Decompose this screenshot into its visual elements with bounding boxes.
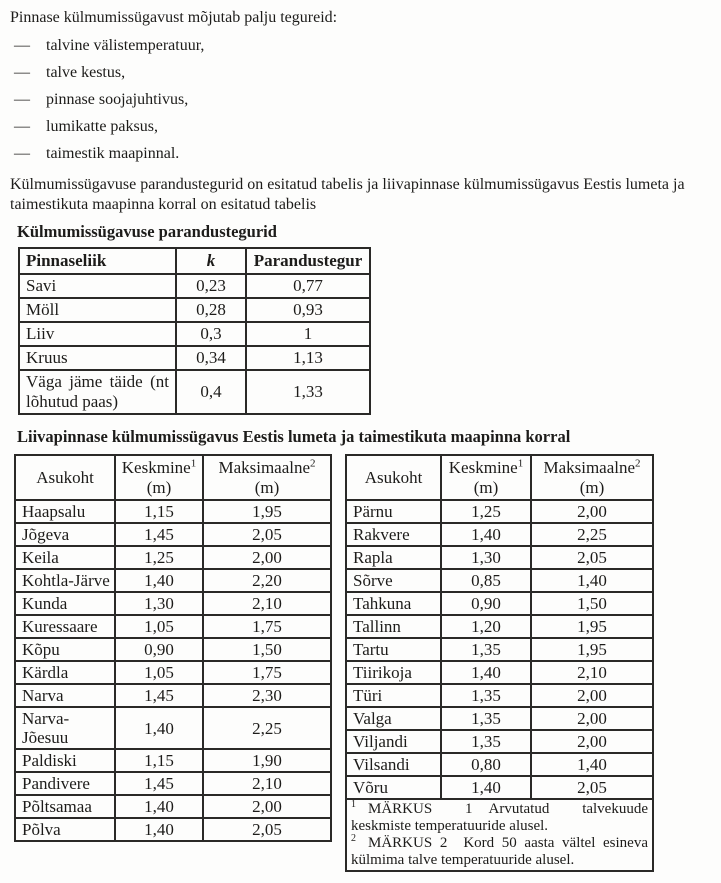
max-depth: 1,95: [531, 638, 653, 661]
max-depth: 1,90: [203, 749, 331, 772]
location: Sõrve: [346, 569, 441, 592]
k-value: 0,3: [176, 322, 246, 346]
table-row: [346, 569, 653, 592]
unit-label: (m): [146, 477, 172, 497]
table-row: [15, 546, 331, 569]
dash-bullet: —: [14, 91, 30, 108]
table-row: [346, 730, 653, 753]
max-depth: 2,10: [203, 592, 331, 615]
table-row: [15, 772, 331, 795]
unit-label: (m): [579, 477, 605, 497]
max-depth: 2,05: [203, 818, 331, 841]
list-item-text: pinnase soojajuhtivus,: [46, 91, 189, 108]
location: Põltsamaa: [15, 795, 115, 818]
list-item-text: talvine välistemperatuur,: [46, 37, 205, 54]
dash-bullet: —: [14, 145, 30, 162]
table-row: [15, 818, 331, 841]
location: Jõgeva: [15, 523, 115, 546]
max-depth: 2,25: [531, 523, 653, 546]
header-maksimaalne: [203, 455, 331, 500]
header-label: Keskmine: [448, 457, 518, 477]
avg-depth: 1,25: [441, 500, 531, 523]
location: Viljandi: [346, 730, 441, 753]
max-depth: 2,25: [203, 707, 331, 749]
table-row: [346, 546, 653, 569]
table-row: [15, 707, 331, 749]
avg-depth: 0,90: [115, 638, 203, 661]
avg-depth: 1,20: [441, 615, 531, 638]
avg-depth: 1,05: [115, 661, 203, 684]
avg-depth: 1,30: [441, 546, 531, 569]
max-depth: 2,00: [203, 795, 331, 818]
list-item: [10, 117, 709, 137]
table-row: [15, 749, 331, 772]
location: Valga: [346, 707, 441, 730]
frost-depth-table-right: [345, 454, 654, 872]
footnotes-cell: [346, 799, 653, 871]
frost-depth-table-left: [14, 454, 332, 842]
location: Pandivere: [15, 772, 115, 795]
header-keskmine: [115, 455, 203, 500]
avg-depth: 1,40: [441, 776, 531, 799]
avg-depth: 1,40: [115, 795, 203, 818]
table-row: [15, 661, 331, 684]
location: Põlva: [15, 818, 115, 841]
factor-value: 0,77: [246, 274, 370, 298]
max-depth: 1,50: [203, 638, 331, 661]
unit-label: (m): [254, 477, 280, 497]
factor-value: 0,93: [246, 298, 370, 322]
avg-depth: 1,35: [441, 684, 531, 707]
correction-factors-table: [18, 247, 371, 415]
body-paragraph: Külmumissügavuse parandustegurid on esitatud tabelis ja liivapinnase külmumissügavus Eestis lumeta ja taimestikuta maapinna korral on esitatud tabelis: [10, 176, 685, 213]
footnote-marker: 2: [635, 456, 641, 469]
k-value: 0,34: [176, 346, 246, 370]
max-depth: 2,00: [531, 707, 653, 730]
k-value: 0,23: [176, 274, 246, 298]
table-row: [15, 569, 331, 592]
avg-depth: 1,15: [115, 749, 203, 772]
footnote-text: Kord 50 aasta vältel esineva külmima talve temperatuuride alusel.: [351, 835, 648, 868]
soil-type: Kruus: [19, 346, 176, 370]
factors-table-title: Külmumissügavuse parandustegurid: [17, 222, 277, 241]
table-row: [346, 707, 653, 730]
header-asukoht: Asukoht: [15, 455, 115, 500]
avg-depth: 1,45: [115, 684, 203, 707]
location: Türi: [346, 684, 441, 707]
dash-bullet: —: [14, 118, 30, 135]
header-pinnaseliik: Pinnaseliik: [19, 248, 176, 274]
location: Narva: [15, 684, 115, 707]
max-depth: 1,95: [531, 615, 653, 638]
list-item: [10, 36, 709, 56]
table-row: [15, 500, 331, 523]
avg-depth: 1,35: [441, 730, 531, 753]
avg-depth: 1,40: [115, 818, 203, 841]
avg-depth: 1,45: [115, 772, 203, 795]
location: Kunda: [15, 592, 115, 615]
footnote-text: Arvutatud talvekuude keskmiste temperatuuride alusel.: [351, 801, 648, 834]
location: Kõpu: [15, 638, 115, 661]
max-depth: 1,40: [531, 753, 653, 776]
intro-paragraph: Pinnase külmumissügavust mõjutab palju tegureid:: [10, 9, 338, 26]
max-depth: 1,95: [203, 500, 331, 523]
header-parandustegur: Parandustegur: [246, 248, 370, 274]
avg-depth: 1,15: [115, 500, 203, 523]
avg-depth: 0,85: [441, 569, 531, 592]
location: Kohtla-Järve: [15, 569, 115, 592]
table-row: [346, 592, 653, 615]
footnote-label: MÄRKUS 1: [368, 801, 473, 817]
factor-value: 1,13: [246, 346, 370, 370]
soil-type: Liiv: [19, 322, 176, 346]
location: Rapla: [346, 546, 441, 569]
k-value: 0,28: [176, 298, 246, 322]
avg-depth: 0,90: [441, 592, 531, 615]
table-row: [346, 500, 653, 523]
max-depth: 2,00: [531, 500, 653, 523]
max-depth: 2,10: [531, 661, 653, 684]
avg-depth: 1,05: [115, 615, 203, 638]
table-header-row: [346, 455, 653, 500]
soil-type: Väga jäme täide (nt lõhutud paas): [19, 370, 176, 414]
table-row: [346, 776, 653, 799]
location: Tahkuna: [346, 592, 441, 615]
avg-depth: 1,40: [441, 523, 531, 546]
location: Keila: [15, 546, 115, 569]
header-label: Maksimaalne: [543, 457, 636, 477]
header-label: Maksimaalne: [218, 457, 311, 477]
footnote-markus-2: [351, 835, 648, 869]
depth-table-title: Liivapinnase külmumissügavus Eestis lumeta ja taimestikuta maapinna korral: [17, 427, 571, 446]
list-item: [10, 90, 709, 110]
max-depth: 1,50: [531, 592, 653, 615]
header-maksimaalne: [531, 455, 653, 500]
factors-list: [10, 36, 709, 164]
unit-label: (m): [473, 477, 499, 497]
table-row: [19, 346, 370, 370]
location: Vilsandi: [346, 753, 441, 776]
table-header-row: [19, 248, 370, 274]
max-depth: 2,05: [531, 546, 653, 569]
frost-depth-tables: [14, 454, 709, 872]
table-row: [346, 684, 653, 707]
table-row: [19, 322, 370, 346]
factor-value: 1,33: [246, 370, 370, 414]
dash-bullet: —: [14, 37, 30, 54]
location: Pärnu: [346, 500, 441, 523]
location: Haapsalu: [15, 500, 115, 523]
list-item: [10, 63, 709, 83]
max-depth: 2,00: [531, 730, 653, 753]
avg-depth: 1,35: [441, 707, 531, 730]
max-depth: 2,00: [531, 684, 653, 707]
table-row: [19, 370, 370, 414]
table-row: [15, 684, 331, 707]
table-row: [346, 638, 653, 661]
location: Kuressaare: [15, 615, 115, 638]
footnote-marker: 2: [351, 833, 356, 844]
table-row: [15, 523, 331, 546]
table-row: [19, 298, 370, 322]
avg-depth: 1,40: [115, 707, 203, 749]
footnote-label: MÄRKUS 2: [368, 835, 448, 851]
footnote-marker: 1: [351, 799, 356, 810]
table-footnote-row: [346, 799, 653, 871]
max-depth: 2,10: [203, 772, 331, 795]
footnote-marker: 1: [517, 456, 524, 469]
soil-type: Möll: [19, 298, 176, 322]
header-asukoht: Asukoht: [346, 455, 441, 500]
max-depth: 2,05: [531, 776, 653, 799]
table-row: [15, 592, 331, 615]
location: Tiirikoja: [346, 661, 441, 684]
table-row: [346, 661, 653, 684]
max-depth: 1,40: [531, 569, 653, 592]
location: Kärdla: [15, 661, 115, 684]
max-depth: 2,20: [203, 569, 331, 592]
factor-value: 1: [246, 322, 370, 346]
header-label: Keskmine: [121, 457, 191, 477]
location: Tartu: [346, 638, 441, 661]
table-row: [19, 274, 370, 298]
table-row: [346, 523, 653, 546]
footnote-markus-1: [351, 801, 648, 835]
location: Rakvere: [346, 523, 441, 546]
avg-depth: 1,40: [441, 661, 531, 684]
footnote-marker: 1: [190, 456, 197, 469]
soil-type: Savi: [19, 274, 176, 298]
location: Narva-Jõesuu: [15, 707, 115, 749]
footnote-marker: 2: [310, 456, 316, 469]
location: Võru: [346, 776, 441, 799]
table-header-row: [15, 455, 331, 500]
max-depth: 2,30: [203, 684, 331, 707]
list-item: [10, 144, 709, 164]
avg-depth: 0,80: [441, 753, 531, 776]
avg-depth: 1,25: [115, 546, 203, 569]
max-depth: 2,05: [203, 523, 331, 546]
avg-depth: 1,45: [115, 523, 203, 546]
max-depth: 1,75: [203, 661, 331, 684]
k-value: 0,4: [176, 370, 246, 414]
list-item-text: talve kestus,: [46, 64, 126, 81]
avg-depth: 1,35: [441, 638, 531, 661]
list-item-text: lumikatte paksus,: [46, 118, 158, 135]
max-depth: 2,00: [203, 546, 331, 569]
avg-depth: 1,40: [115, 569, 203, 592]
list-item-text: taimestik maapinnal.: [46, 145, 180, 162]
dash-bullet: —: [14, 64, 30, 81]
table-row: [15, 795, 331, 818]
location: Tallinn: [346, 615, 441, 638]
header-keskmine: [441, 455, 531, 500]
avg-depth: 1,30: [115, 592, 203, 615]
table-row: [346, 753, 653, 776]
header-k: k: [176, 248, 246, 274]
table-row: [346, 615, 653, 638]
max-depth: 1,75: [203, 615, 331, 638]
location: Paldiski: [15, 749, 115, 772]
table-row: [15, 638, 331, 661]
table-row: [15, 615, 331, 638]
